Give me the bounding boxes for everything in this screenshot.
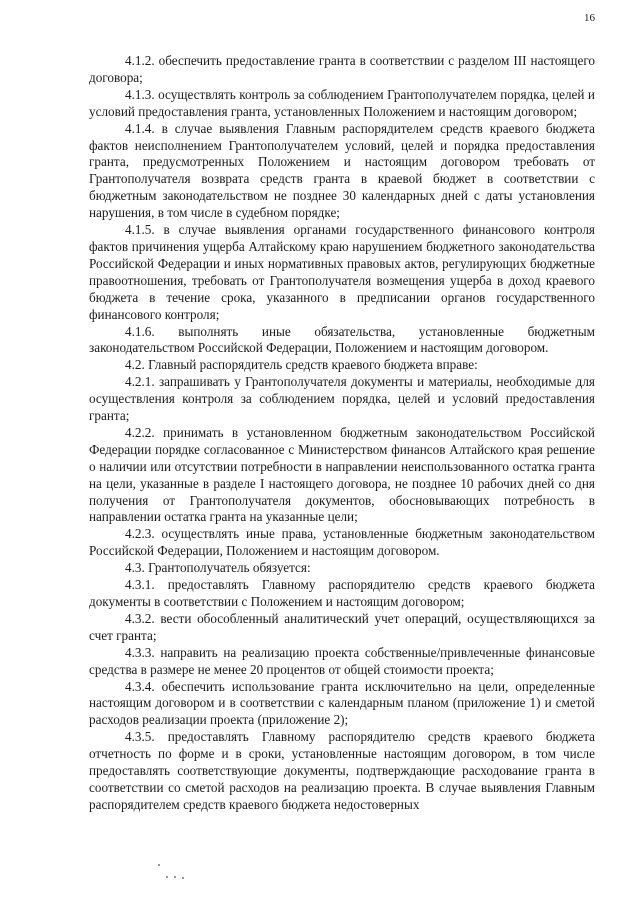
paragraph-4-1-6: 4.1.6. выполнять иные обязательства, установленные бюджетным законодательством Российской Федерации, Положением и настоящим договором. [89, 323, 595, 356]
paragraph-4-2: 4.2. Главный распорядитель средств краевого бюджета вправе: [125, 357, 478, 373]
paragraph-4-1-3: 4.1.3. осуществлять контроль за соблюдением Грантополучателем порядка, целей и условий предоставления гранта, установленных Положением и настоящим договором; [89, 86, 595, 119]
document-body [89, 53, 595, 814]
paragraph-4-3-3: 4.3.3. направить на реализацию проекта собственные/привлеченные финансовые средства в размере не менее 20 процентов от общей стоимости проекта; [89, 644, 595, 677]
paragraph-4-3-4: 4.3.4. обеспечить использование гранта исключительно на цели, определенные настоящим договором и в соответствии с календарным планом (приложение 1) и сметой расходов реализации проекта (приложение 2); [89, 678, 595, 728]
page-number: 16 [584, 12, 595, 24]
paragraph-4-3-5: 4.3.5. предоставлять Главному распорядителю средств краевого бюджета отчетность по форме и в сроки, установленные настоящим договором, в том числе предоставлять соответствующие документы, подтверждающие расходование гранта в соответствии со сметой расходов на реализацию проекта. В случае выявления Главным распорядителем средств краевого бюджета недостоверных [89, 729, 595, 812]
scan-artifact [152, 862, 192, 892]
paragraph-4-3-1: 4.3.1. предоставлять Главному распорядителю средств краевого бюджета документы в соответствии с Положением и настоящим договором; [89, 577, 595, 609]
paragraph-4-1-2: 4.1.2. обеспечить предоставление гранта в соответствии с разделом III настоящего договора; [89, 53, 595, 85]
paragraph-4-2-2: 4.2.2. принимать в установленном бюджетным законодательством Российской Федерации порядке согласованное с Министерством финансов Алтайского края решение о наличии или отсутствии потребности в направлении неиспользованного остатка гранта на цели, указанные в разделе I настоящего договора, не позднее 10 рабочих дней со дня получения от Грантополучателя документов, обосновывающих потребность в направлении остатка гранта на указанные цели; [89, 424, 595, 525]
paragraph-4-2-1: 4.2.1. запрашивать у Грантополучателя документы и материалы, необходимые для осуществления контроля за соблюдением порядка, целей и условий предоставления гранта; [89, 374, 595, 424]
paragraph-4-1-5: 4.1.5. в случае выявления органами государственного финансового контроля фактов причинения ущерба Алтайскому краю нарушением бюджетного законодательства Российской Федерации и иных нормативных правовых актов, регулирующих бюджетные правоотношения, требовать от Грантополучателя возмещения ущерба в доход краевого бюджета в течение срока, указанного в предписании органов государственного финансового контроля; [89, 222, 595, 322]
paragraph-4-3-2: 4.3.2. вести обособленный аналитический учет операций, осуществляющихся за счет гранта; [89, 610, 595, 643]
paragraph-4-1-4: 4.1.4. в случае выявления Главным распорядителем средств краевого бюджета фактов неисполнением Грантополучателем условий, целей и порядка предоставления гранта, предусмотренных Положением и настоящим договором требовать от Грантополучателя возврата средств гранта в краевой бюджет в соответствии с бюджетным законодательством не позднее 30 календарных дней с даты установления нарушения, в том числе в судебном порядке; [89, 120, 595, 221]
paragraph-4-2-3: 4.2.3. осуществлять иные права, установленные бюджетным законодательством Российской Федерации, Положением и настоящим договором. [89, 526, 595, 559]
paragraph-4-3: 4.3. Грантополучатель обязуется: [125, 560, 311, 576]
